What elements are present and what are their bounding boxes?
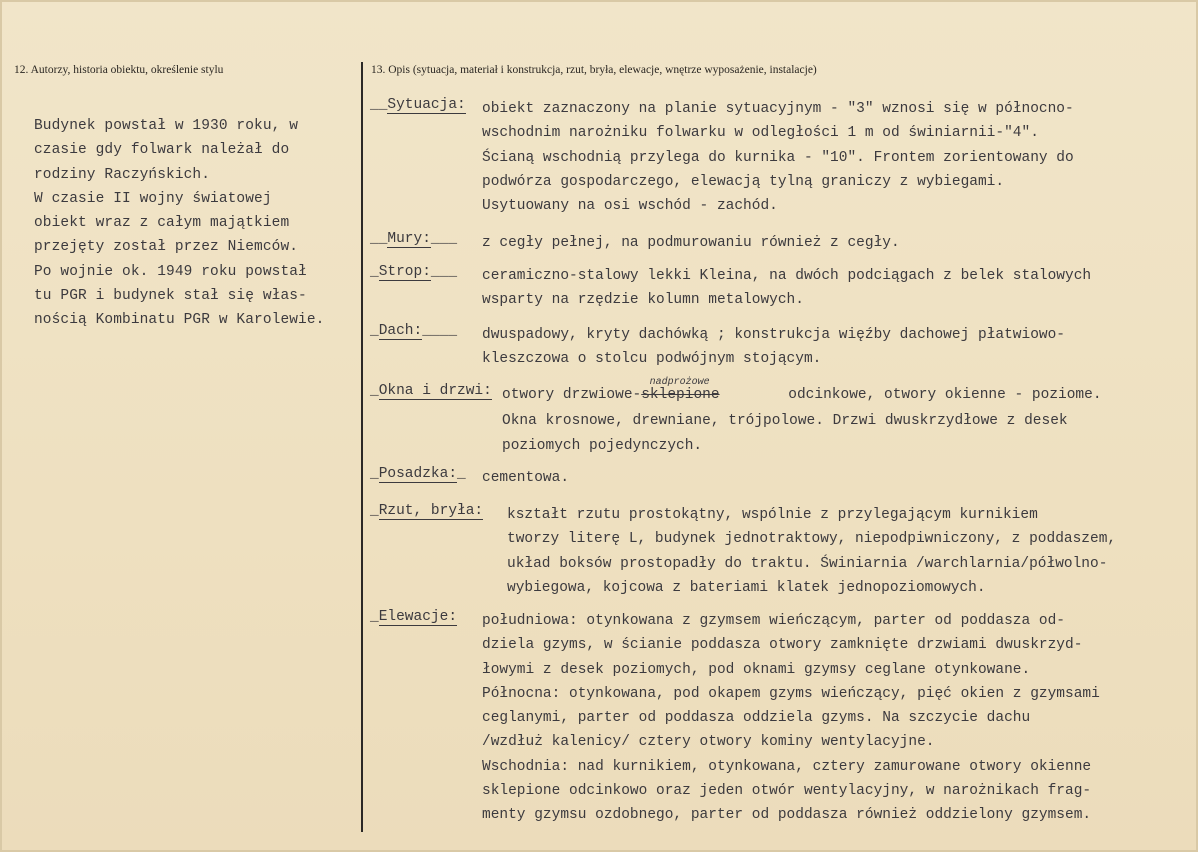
label-posadzka: Posadzka: xyxy=(378,466,458,482)
label-okna-drzwi: Okna i drzwi: xyxy=(378,383,492,399)
text-sytuacja: obiekt zaznaczony na planie sytuacyjnym - "3" wznosi się w północno- wschodnim narożniku folwarku w odległości 1 m od świniarnii-"4". Ścianą wschodnią przylega do kurnika - "10". Frontem zorientowany do podwórza gospodarczego, elewacją tylną graniczy z wybiegami. Usytuowany na osi wschód - zachód. xyxy=(482,101,1074,215)
label-rzut-bryla: Rzut, bryła: xyxy=(378,503,484,519)
header-authors-history: 12. Autorzy, historia obiektu, określenie stylu xyxy=(14,64,224,76)
text-rzut-bryla: kształt rzutu prostokątny, wspólnie z przylegającym kurnikiem tworzy literę L, budynek jednotraktowy, niepodpiwniczony, z poddaszem, układ boksów prostopadły do traktu. Świniarnia /warchlarnia/półwolno- wybiegowa, kojcowa z bateriami klatek jednopoziomowych. xyxy=(507,507,1117,596)
label-sytuacja: Sytuacja: xyxy=(387,97,466,113)
text-okna-drzwi: otwory drzwiowe-sklepione$^{nadprożowe}$ odcinkowe, otwory okienne - poziome. Okna krosnowe, drewniane, trójpolowe. Drzwi dwuskrzydłowe z desek poziomych pojedynczych. xyxy=(502,377,1102,454)
label-strop: Strop: xyxy=(378,264,431,280)
label-dach: Dach: xyxy=(378,323,423,339)
header-description: 13. Opis (sytuacja, materiał i konstrukcja, rzut, bryła, elewacje, wnętrze wyposażenie, instalacje) xyxy=(371,64,817,76)
label-elewacje: Elewacje: xyxy=(378,609,458,625)
text-strop: ceramiczno-stalowy lekki Kleina, na dwóch podciągach z belek stalowych wsparty na rzędzie kolumn metalowych. xyxy=(482,268,1092,309)
column-divider xyxy=(361,62,363,832)
text-elewacje: południowa: otynkowana z gzymsem wieńczącym, parter od poddasza od- dziela gzyms, w ścianie poddasza otwory zamknięte drzwiami dwuskrzyd- łowymi z desek poziomych, pod oknami gzymsy ceglane otynkowane. Północna: otynkowana, pod okapem gzyms wieńczący, pięć okien z gzymsami ceglanymi, parter od poddasza oddziela gzyms. Na szczycie dachu /wzdłuż kalenicy/ cztery otwory kominy wentylacyjne. Wschodnia: nad kurnikiem, otynkowana, cztery zamurowane otwory okienne sklepione odcinkowo oraz jeden otwór wentylacyjny, w narożnikach frag- menty gzymsu ozdobnego, parter od poddasza również oddzielony gzymsem. xyxy=(482,613,1100,824)
label-mury: Mury: xyxy=(387,231,431,247)
text-posadzka: cementowa. xyxy=(482,470,570,486)
index-card: 12. Autorzy, historia obiektu, określenie stylu 13. Opis (sytuacja, materiał i konstrukcja, rzut, bryła, elewacje, wnętrze wyposażenie, instalacje) Budynek powstał w 1930 roku, w czasie gdy folwark należał do rodziny Raczyńskich. W czasie II wojny światowej obiekt wraz z całym majątkiem przejęty został przez Niemców. Po wojnie ok. 1949 roku powstał tu PGR i budynek stał się włas- nością Kombinatu PGR w Karolewie. __Sytuacja: obiekt zaznaczony na planie sytuacyjnym - "3" wznosi się w północno- wschodnim narożniku folwarku w odległości 1 m od świniarnii-"4". Ścianą wschodnią przylega do kurnika - "10". Frontem zorientowany do podwórza gospodarczego, elewacją tylną graniczy z wybiegami. Usytuowany na osi wschód - zachód. __Mury:___ z cegły pełnej, na podmurowaniu również z cegły. _Strop:___ ceramiczno-stalowy lekki Kleina, na dwóch podciągach z belek stalowych wsparty na rzędzie kolumn metalowych. _Dach:____ dwuspadowy, kryty dachówką ; konstrukcja więźby dachowej płatwiowo- kleszczowa o stolcu podwójnym stojącym. _Okna i drzwi: otwory drzwiowe-sklepione$^{nadprożowe}$ odcinkowe, otwory okienne - poziome. Okna krosnowe, drewniane, trójpolowe. Drzwi dwuskrzydłowe z desek poziomych pojedynczych. _Posadzka:_ cementowa. _Rzut, bryła: kształt rzutu prostokątny, wspólnie z przylegającym kurnikiem tworzy literę L, budynek jednotraktowy, niepodpiwniczony, z poddaszem, układ boksów prostopadły do traktu. Świniarnia /warchlarnia/półwolno- wybiegowa, kojcowa z bateriami klatek jednopoziomowych. _Elewacje: południowa: otynkowana z gzymsem wieńczącym, parter od poddasza od- dziela gzyms, w ścianie poddasza otwory zamknięte drzwiami dwuskrzyd- łowymi z desek poziomych, pod oknami gzymsy ceglane otynkowane. Północna: otynkowana, pod okapem gzyms wieńczący, pięć okien z gzymsami ceglanymi, parter od poddasza oddziela gzyms. Na szczycie dachu /wzdłuż kalenicy/ cztery otwory kominy wentylacyjne. Wschodnia: nad kurnikiem, otynkowana, cztery zamurowane otwory okienne sklepione odcinkowo oraz jeden otwór wentylacyjny, w narożnikach frag- menty gzymsu ozdobnego, parter od poddasza również oddzielony gzymsem. xyxy=(0,0,1198,852)
history-text: Budynek powstał w 1930 roku, w czasie gdy folwark należał do rodziny Raczyńskich. W czasie II wojny światowej obiekt wraz z całym majątkiem przejęty został przez Niemców. Po wojnie ok. 1949 roku powstał tu PGR i budynek stał się włas- nością Kombinatu PGR w Karolewie. xyxy=(34,118,325,329)
struck-word: sklepione xyxy=(641,387,720,403)
text-dach: dwuspadowy, kryty dachówką ; konstrukcja więźby dachowej płatwiowo- kleszczowa o stolcu podwójnym stojącym. xyxy=(482,327,1065,368)
handwritten-insert: nadprożowe xyxy=(649,377,710,388)
text-mury: z cegły pełnej, na podmurowaniu również z cegły. xyxy=(482,235,900,251)
